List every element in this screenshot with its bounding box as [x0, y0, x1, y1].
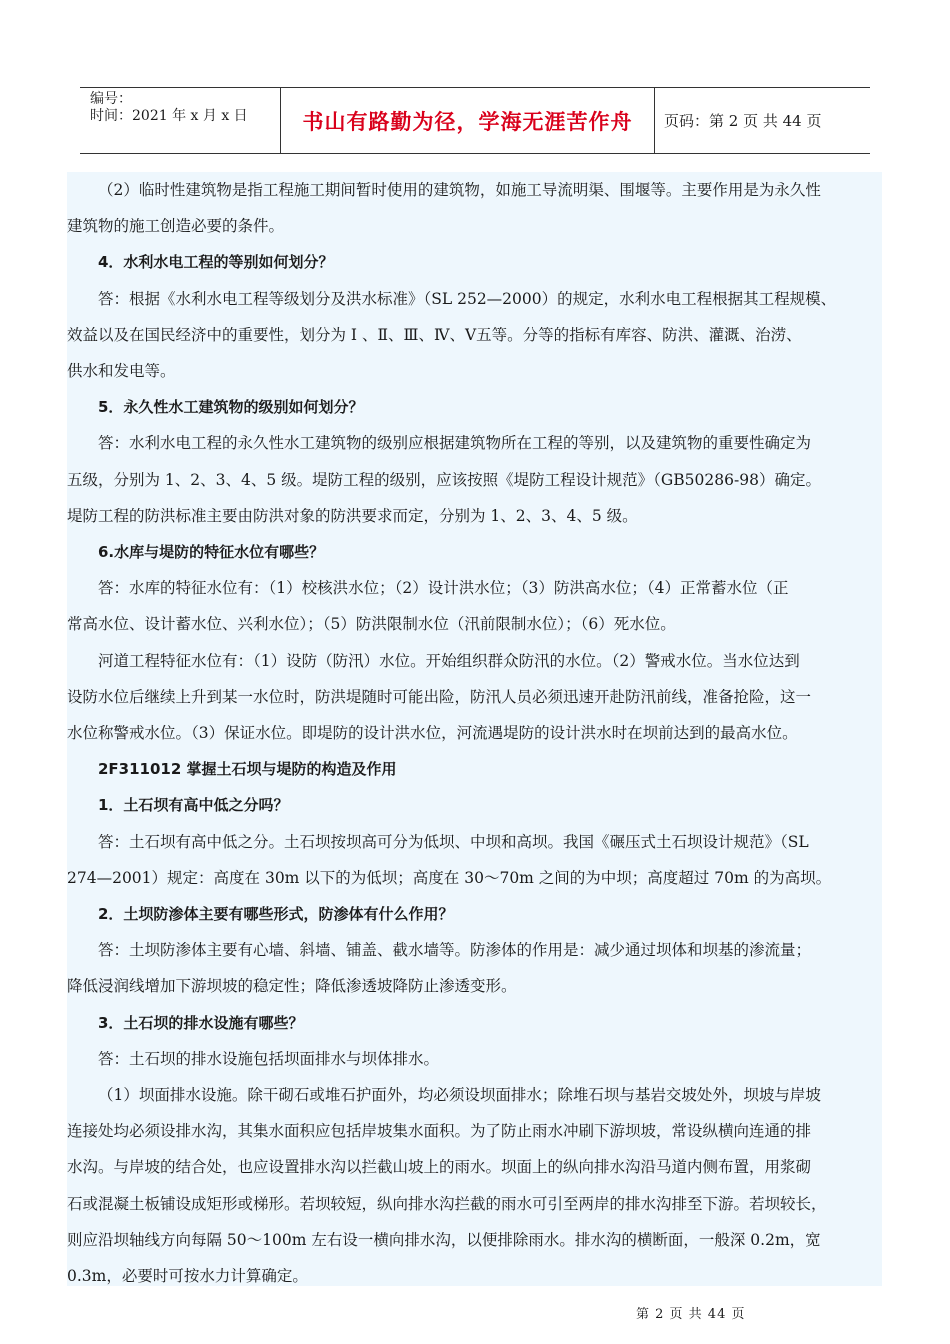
text-line: 建筑物的施工创造必要的条件。 — [67, 217, 285, 235]
text-line: 河道工程特征水位有：（1）设防（防汛）水位。开始组织群众防汛的水位。（2）警戒水位。当水位达到 — [98, 652, 800, 670]
text-line: 降低浸润线增加下游坝坡的稳定性；降低渗透坡降防止渗透变形。 — [67, 977, 517, 995]
header-page-info: 页码：第 2 页 共 44 页 — [664, 112, 822, 130]
text-line: 答：土石坝有高中低之分。土石坝按坝高可分为低坝、中坝和高坝。我国《碾压式土石坝设计规范》（SL — [98, 833, 809, 851]
text-line: 答：土石坝的排水设施包括坝面排水与坝体排水。 — [98, 1050, 440, 1068]
question-heading: 5．永久性水工建筑物的级别如何划分？ — [98, 398, 364, 416]
text-line: 答：土坝防渗体主要有心墙、斜墙、铺盖、截水墙等。防渗体的作用是：减少通过坝体和坝基的渗流量； — [98, 941, 812, 959]
text-line: 274—2001）规定：高度在 30m 以下的为低坝；高度在 30～70m 之间的为中坝；高度超过 70m 的为高坝。 — [67, 869, 832, 887]
page-header — [80, 87, 870, 154]
text-line: 连接处均必须设排水沟，其集水面积应包括岸坡集水面积。为了防止雨水冲刷下游坝坡，常设纵横向连通的排 — [67, 1122, 812, 1140]
text-line: 堤防工程的防洪标准主要由防洪对象的防洪要求而定，分别为 1、2、3、4、5 级。 — [67, 507, 638, 525]
text-line: 水沟。与岸坡的结合处，也应设置排水沟以拦截山坡上的雨水。坝面上的纵向排水沟沿马道内侧布置，用浆砌 — [67, 1158, 812, 1176]
question-heading: 4．水利水电工程的等别如何划分？ — [98, 253, 334, 271]
section-heading: 2F311012 掌握土石坝与堤防的构造及作用 — [98, 760, 397, 778]
text-line: 答：水库的特征水位有：（1）校核洪水位；（2）设计洪水位；（3）防洪高水位；（4）正常蓄水位（正 — [98, 579, 789, 597]
code-label: 编号： — [90, 91, 132, 107]
question-heading: 3．土石坝的排水设施有哪些？ — [98, 1014, 304, 1032]
text-line: 常高水位、设计蓄水位、兴利水位）；（5）防洪限制水位（汛前限制水位）；（6）死水位。 — [67, 615, 676, 633]
header-motto: 书山有路勤为径，学海无涯苦作舟 — [281, 88, 655, 153]
header-meta — [80, 88, 281, 153]
question-heading: 2．土坝防渗体主要有哪些形式，防渗体有什么作用？ — [98, 905, 454, 923]
text-line: 供水和发电等。 — [67, 362, 176, 380]
text-line: 石或混凝土板铺设成矩形或梯形。若坝较短，纵向排水沟拦截的雨水可引至两岸的排水沟排至下游。若坝较长， — [67, 1195, 827, 1213]
text-line: 0.3m，必要时可按水力计算确定。 — [67, 1267, 308, 1285]
page-footer: 第 2 页 共 44 页 — [636, 1307, 746, 1322]
time-label: 时间：2021 年 x 月 x 日 — [90, 108, 248, 124]
document-body — [67, 172, 882, 1286]
text-line: （2）临时性建筑物是指工程施工期间暂时使用的建筑物，如施工导流明渠、围堰等。主要作用是为永久性 — [98, 181, 821, 199]
text-line: 答：根据《水利水电工程等级划分及洪水标准》（SL 252—2000）的规定，水利水电工程根据其工程规模、 — [98, 290, 837, 308]
question-heading: 6.水库与堤防的特征水位有哪些？ — [98, 543, 325, 561]
text-line: 水位称警戒水位。（3）保证水位。即堤防的设计洪水位，河流遇堤防的设计洪水时在坝前达到的最高水位。 — [67, 724, 798, 742]
text-line: 效益以及在国民经济中的重要性，划分为 Ⅰ 、Ⅱ、Ⅲ、Ⅳ、Ⅴ五等。分等的指标有库容、防洪、灌溉、治涝、 — [67, 326, 802, 344]
text-line: 五级，分别为 1、2、3、4、5 级。堤防工程的级别，应该按照《堤防工程设计规范》（GB50286-98）确定。 — [67, 471, 821, 489]
text-line: 答：水利水电工程的永久性水工建筑物的级别应根据建筑物所在工程的等别，以及建筑物的重要性确定为 — [98, 434, 812, 452]
text-line: 则应沿坝轴线方向每隔 50～100m 左右设一横向排水沟，以便排除雨水。排水沟的横断面，一般深 0.2m，宽 — [67, 1231, 821, 1249]
question-heading: 1．土石坝有高中低之分吗？ — [98, 796, 289, 814]
text-line: 设防水位后继续上升到某一水位时，防洪堤随时可能出险，防汛人员必须迅速开赴防汛前线，准备抢险，这一 — [67, 688, 812, 706]
text-line: （1）坝面排水设施。除干砌石或堆石护面外，均必须设坝面排水；除堆石坝与基岩交坡处外，坝坡与岸坡 — [98, 1086, 821, 1104]
